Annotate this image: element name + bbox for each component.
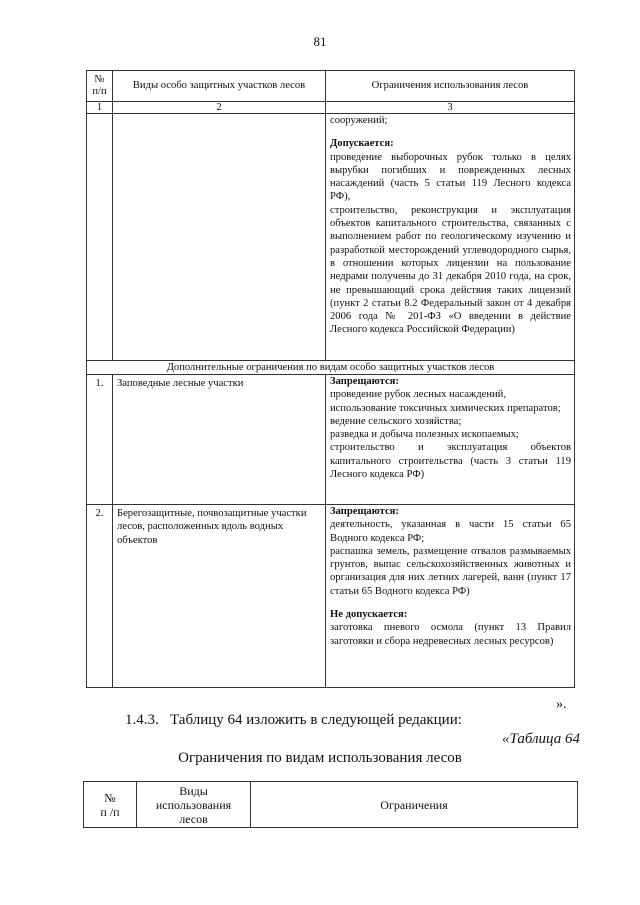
paragraph-text: 1.4.3. Таблицу 64 изложить в следующей редакции: — [125, 712, 462, 728]
restrictions-cell — [326, 114, 575, 361]
header-limits: Ограничения — [251, 782, 578, 828]
header-number: № п /п — [84, 782, 137, 828]
closing-quote: ». — [556, 697, 567, 712]
column-number-2: 2 — [113, 102, 326, 114]
row-kind: Заповедные лесные участки — [113, 375, 326, 505]
not-allowed-label: Не допускается: — [330, 609, 408, 621]
prohibited-label: Запрещаются: — [330, 506, 399, 517]
row-number: 1. — [87, 375, 113, 505]
table-row — [87, 505, 575, 688]
restrictions-cell — [326, 375, 575, 505]
allowed-text: проведение выборочных рубок только в целях вырубки погибших и поврежденных лесных насаждений (часть 5 статьи 119 Лесного кодекса РФ), строительство, реконструкция и эксплуатация объектов капитального строительства, связанных с выполнением работ по геологическому изучению и разработкой месторождений углеводородного сырья, в отношении которых лицензии на пользование недрами получены до 31 декабря 2010 года, на срок, не превышающий срока действия таких лицензий (пункт 2 статьи 8.2 Федеральный закон от 4 декабря 2006 года № 201-ФЗ «О введении в действие Лесного кодекса Российской Федерации) — [330, 151, 571, 336]
table-row — [87, 375, 575, 505]
prohibited-text: проведение рубок лесных насаждений, использование токсичных химических препаратов; ведение сельского хозяйства; разведка и добыча полезных ископаемых; строительство и эксплуатация объектов капитального строительства (часть 3 статьи 119 Лесного кодекса РФ) — [330, 389, 571, 481]
table-row — [87, 114, 575, 361]
row-number: 2. — [87, 505, 113, 688]
column-number-3: 3 — [326, 102, 575, 114]
forest-restrictions-table — [86, 70, 575, 688]
allowed-label: Допускается: — [330, 138, 394, 150]
table-header-row — [87, 71, 575, 102]
header-limits: Ограничения использования лесов — [326, 71, 575, 102]
prohibited-text: деятельность, указанная в части 15 статьи 65 Водного кодекса РФ; распашка земель, размещение отвалов размываемых грунтов, выпас сельскохозяйственных животных и организация для них летних лагерей, ванн (пункт 17 статьи 65 Водного кодекса РФ) — [330, 519, 571, 597]
row-kind: Берегозащитные, почвозащитные участки лесов, расположенных вдоль водных объектов — [113, 505, 326, 688]
table-header-row — [84, 782, 578, 828]
empty-cell — [113, 114, 326, 361]
continued-text: сооружений; — [330, 115, 388, 126]
empty-cell — [87, 114, 113, 361]
header-number: № п/п — [87, 71, 113, 102]
forest-use-table — [83, 781, 578, 828]
section-title: Дополнительные ограничения по видам особо защитных участков лесов — [87, 361, 575, 375]
table-title: Ограничения по видам использования лесов — [178, 750, 462, 766]
column-number-row — [87, 102, 575, 114]
table-label: «Таблица 64 — [502, 731, 580, 747]
header-kind: Виды использования лесов — [137, 782, 251, 828]
page-number: 81 — [313, 34, 327, 49]
not-allowed-text: заготовка пневого осмола (пункт 13 Правил заготовки и сбора недревесных лесных ресурсов) — [330, 622, 571, 647]
column-number-1: 1 — [87, 102, 113, 114]
prohibited-label: Запрещаются: — [330, 376, 399, 387]
restrictions-cell — [326, 505, 575, 688]
section-row — [87, 361, 575, 375]
header-kind: Виды особо защитных участков лесов — [113, 71, 326, 102]
